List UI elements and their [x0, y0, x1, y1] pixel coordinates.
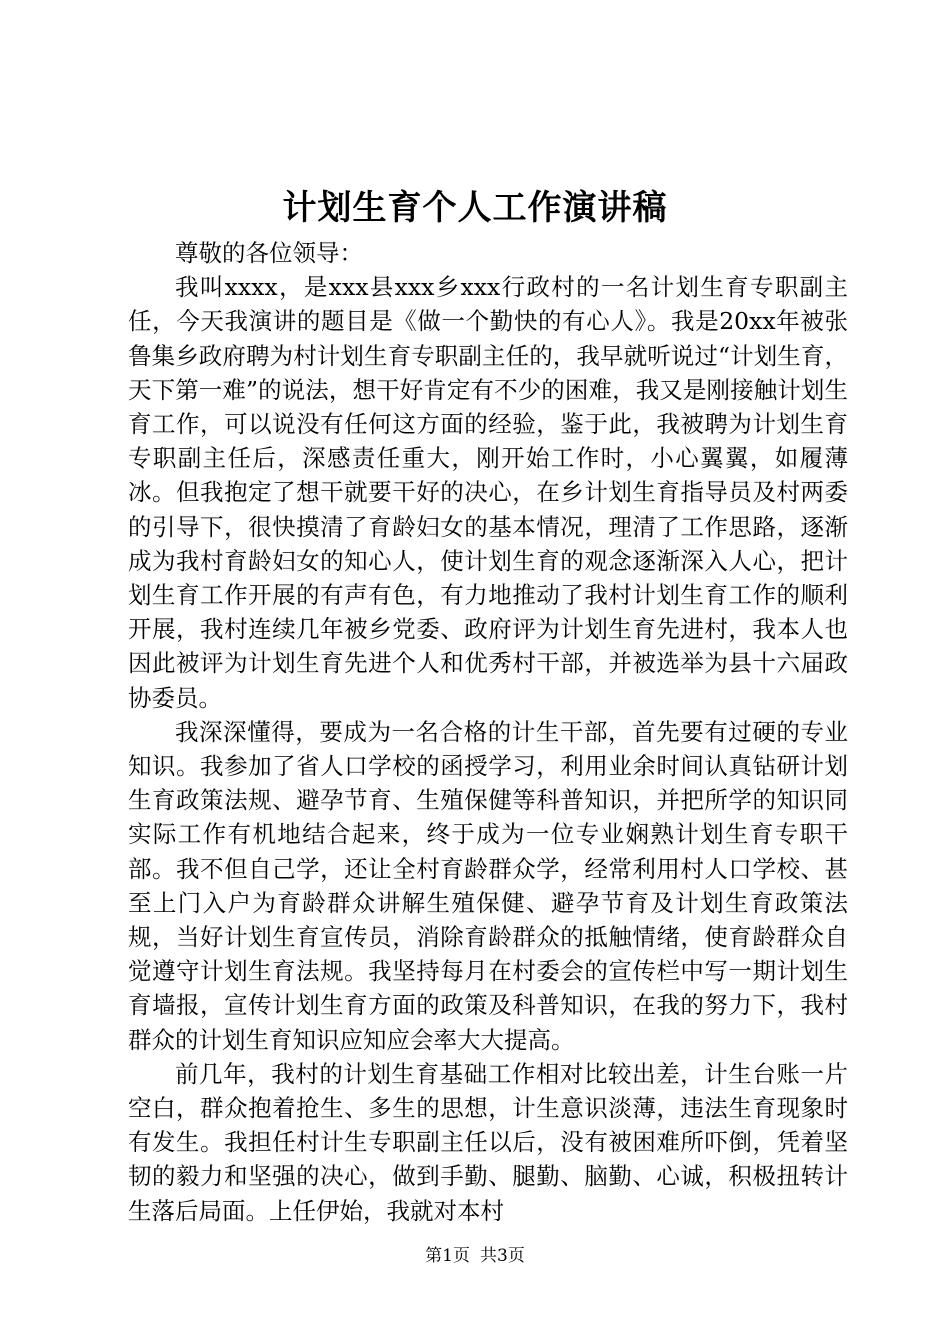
paragraph-2: 我深深懂得，要成为一名合格的计生干部，首先要有过硬的专业知识。我参加了省人口学校的函授学习，利用业余时间认真钻研计划生育政策法规、避孕节育、生殖保健等科普知识，并把所学的知识同实际工作有机地结合起来，终于成为一位专业娴熟计划生育专职干部。我不但自己学，还让全村育龄群众学，经常利用村人口学校、甚至上门入户为育龄群众讲解生殖保健、避孕节育及计划生育政策法规，当好计划生育宣传员，消除育龄群众的抵触情绪，使育龄群众自觉遵守计划生育法规。我坚持每月在村委会的宣传栏中写一期计划生育墙报，宣传计划生育方面的政策及科普知识，在我的努力下，我村群众的计划生育知识应知应会率大大提高。: [128, 717, 848, 1054]
paragraph-1: 我叫xxxx，是xxx县xxx乡xxx行政村的一名计划生育专职副主任，今天我演讲的题目是《做一个勤快的有心人》。我是20xx年被张鲁集乡政府聘为村计划生育专职副主任的，我早就听说过“计划生育，天下第一难”的说法，想干好肯定有不少的困难，我又是刚接触计划生育工作，可以说没有任何这方面的经验，鉴于此，我被聘为计划生育专职副主任后，深感责任重大，刚开始工作时，小心翼翼，如履薄冰。但我抱定了想干就要干好的决心，在乡计划生育指导员及村两委的引导下，很快摸清了育龄妇女的基本情况，理清了工作思路，逐渐成为我村育龄妇女的知心人，使计划生育的观念逐渐深入人心，把计划生育工作开展的有声有色，有力地推动了我村计划生育工作的顺利开展，我村连续几年被乡党委、政府评为计划生育先进村，我本人也因此被评为计划生育先进个人和优秀村干部，并被选举为县十六届政协委员。: [128, 273, 848, 712]
page-number: 第1页: [425, 1246, 470, 1266]
document-title: 计划生育个人工作演讲稿: [282, 188, 668, 228]
paragraph-3: 前几年，我村的计划生育基础工作相对比较出差，计生台账一片空白，群众抱着抢生、多生的思想，计生意识淡薄，违法生育现象时有发生。我担任村计生专职副主任以后，没有被困难所吓倒，凭着坚韧的毅力和坚强的决心，做到手勤、腿勤、脑勤、心诚，积极扭转计生落后局面。上任伊始，我就对本村: [128, 1059, 848, 1225]
document-body: [128, 236, 848, 1228]
page-footer: [0, 1244, 950, 1268]
salutation: 尊敬的各位领导：: [175, 239, 363, 267]
page-total: 共3页: [480, 1246, 525, 1266]
